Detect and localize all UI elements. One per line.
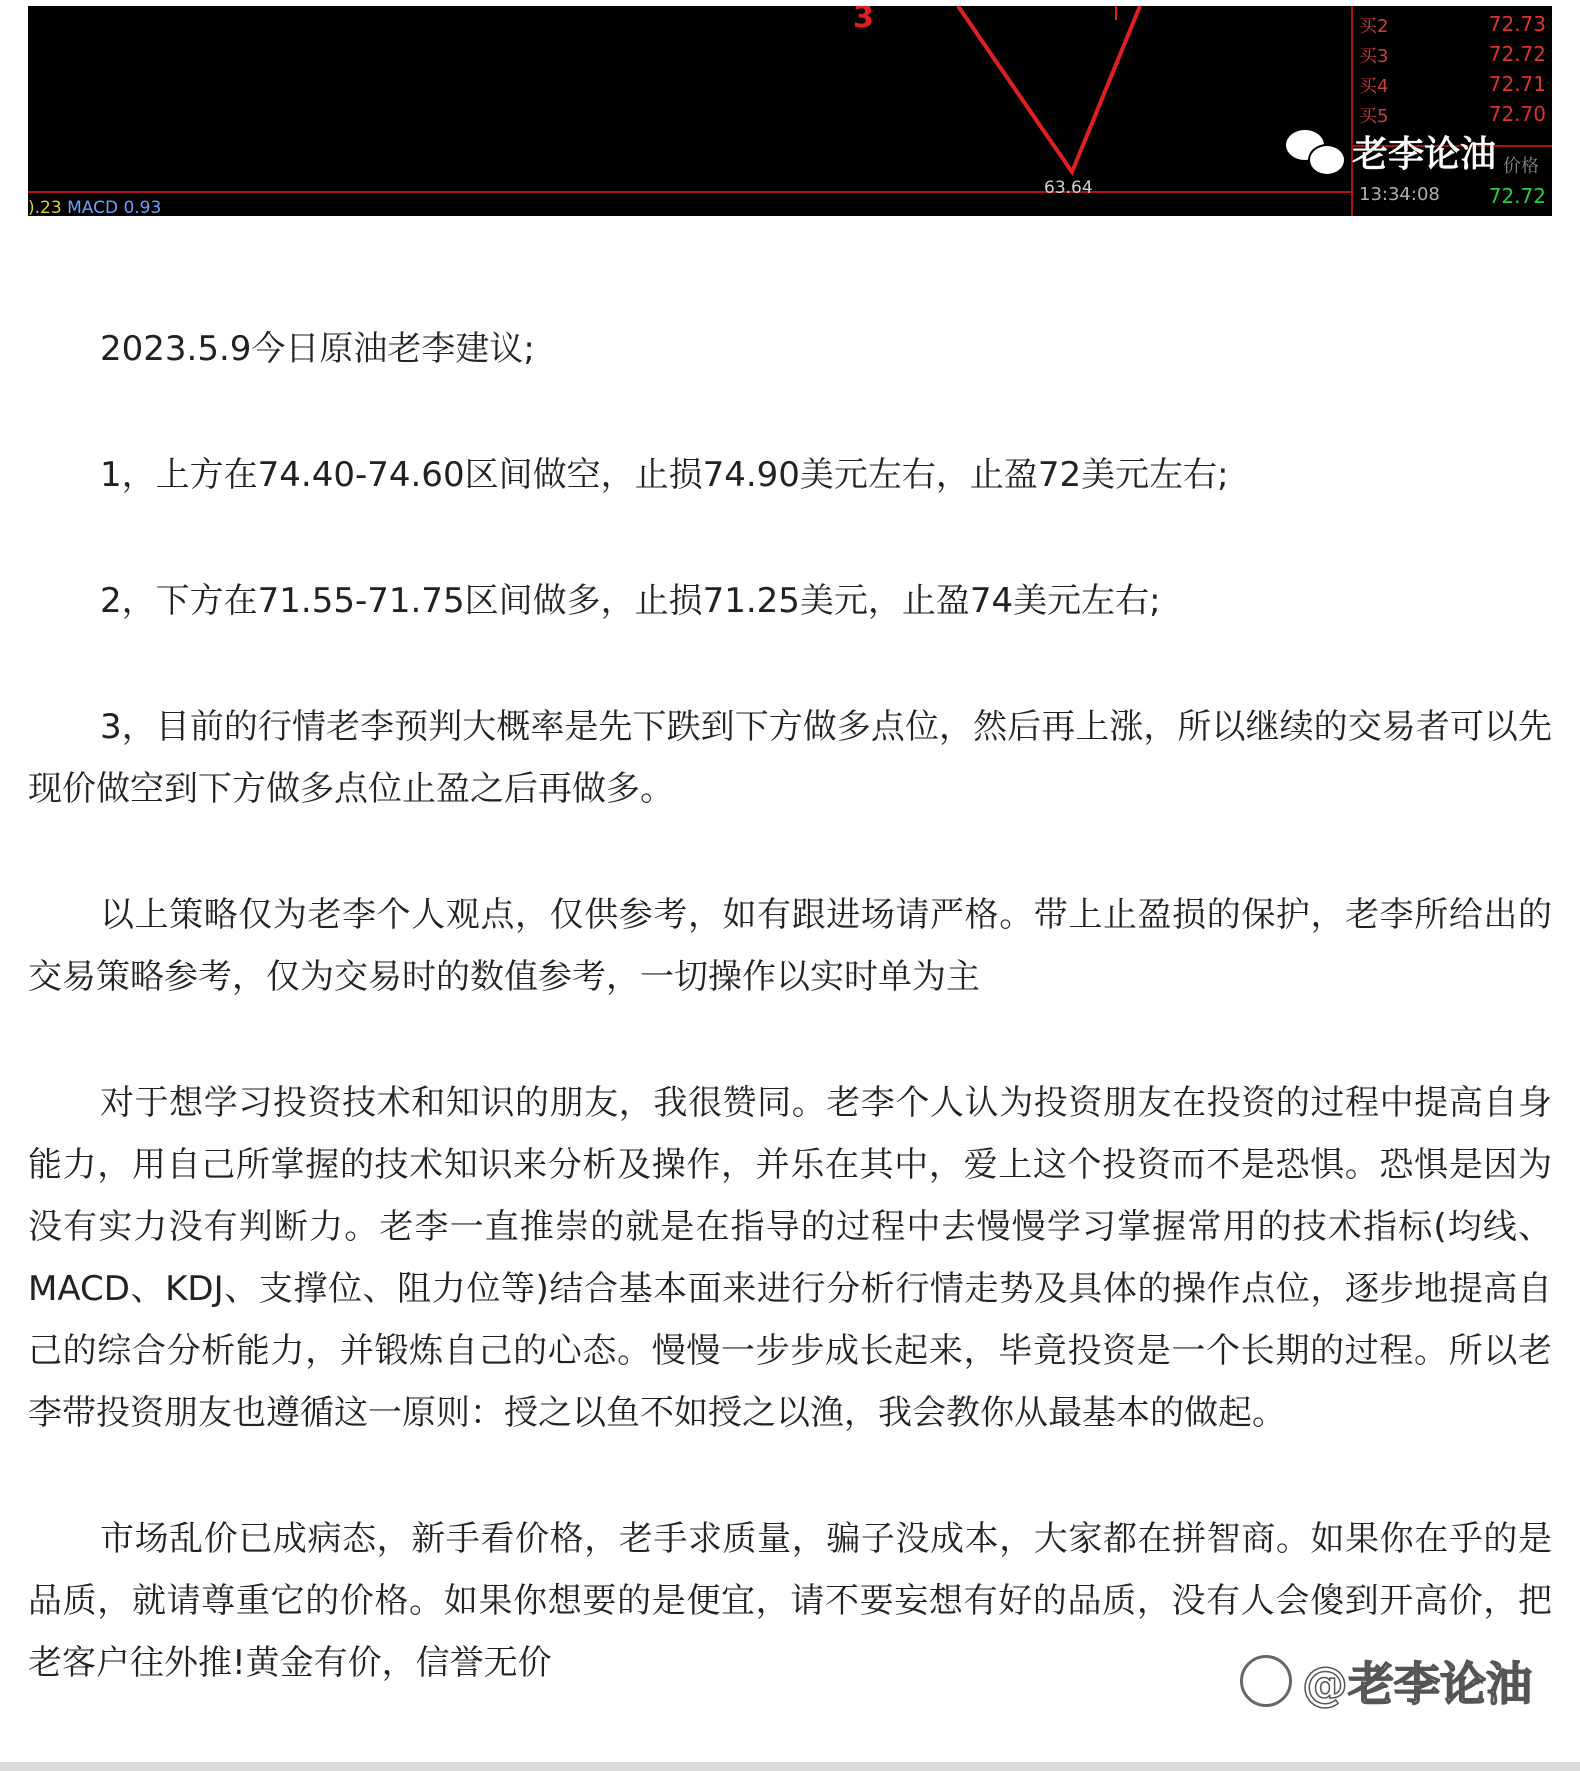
quote-value: 72.70 — [1488, 102, 1546, 126]
macd-value: MACD 0.93 — [67, 198, 162, 216]
article-body — [28, 318, 1552, 1758]
quote-label: 买2 — [1359, 16, 1389, 37]
price-line-svg — [28, 6, 1552, 216]
wechat-watermark-text: 老李论油 — [1352, 133, 1497, 175]
quote-value: 72.73 — [1488, 12, 1546, 36]
quote-row — [1353, 100, 1552, 128]
weibo-icon — [1240, 1655, 1292, 1707]
quote-row — [1353, 10, 1552, 38]
weibo-watermark — [1240, 1648, 1532, 1714]
article-paragraph-forecast: 3，目前的行情老李预判大概率是先下跌到下方做多点位，然后再上涨，所以继续的交易者可以先现价做空到下方做多点位止盈之后再做多。 — [28, 707, 1552, 809]
article-paragraph-short-plan: 1，上方在74.40-74.60区间做空，止损74.90美元左右，止盈72美元左右; — [100, 455, 1229, 495]
weibo-watermark-text: @老李论油 — [1302, 1657, 1532, 1711]
trade-price: 72.72 — [1488, 184, 1546, 208]
wave-marker-label: 3 — [853, 6, 874, 35]
article-paragraph-date: 2023.5.9今日原油老李建议; — [100, 329, 535, 369]
price-line — [958, 6, 1140, 172]
wechat-watermark — [1286, 126, 1496, 176]
quote-row — [1353, 40, 1552, 68]
trade-time: 13:34:08 — [1359, 184, 1440, 205]
quote-row — [1353, 70, 1552, 98]
article-paragraph-learning: 对于想学习投资技术和知识的朋友，我很赞同。老李个人认为投资朋友在投资的过程中提高自身能力，用自己所掌握的技术知识来分析及操作，并乐在其中，爱上这个投资而不是恐惧。恐惧是因为没有实力没有判断力。老李一直推崇的就是在指导的过程中去慢慢学习掌握常用的技术指标(均线、MACD、KDJ、支撑位、阻力位等)结合基本面来进行分析行情走势及具体的操作点位，逐步地提高自己的综合分析能力，并锻炼自己的心态。慢慢一步步成长起来，毕竟投资是一个长期的过程。所以老李带投资朋友也遵循这一原则：授之以鱼不如授之以渔，我会教你从最基本的做起。 — [28, 1083, 1552, 1433]
macd-prefix: ).23 — [28, 198, 62, 216]
macd-readout — [28, 198, 161, 216]
wechat-icon — [1286, 128, 1346, 174]
quote-label: 买3 — [1359, 46, 1389, 67]
last-trade-row — [1353, 182, 1552, 210]
quote-label: 买5 — [1359, 106, 1389, 127]
price-header-label: 价格 — [1503, 156, 1539, 177]
article-paragraph-long-plan: 2，下方在71.55-71.75区间做多，止损71.25美元，止盈74美元左右; — [100, 581, 1161, 621]
quote-panel — [1353, 6, 1552, 216]
article-paragraph-market: 市场乱价已成病态，新手看价格，老手求质量，骗子没成本，大家都在拼智商。如果你在乎的是品质，就请尊重它的价格。如果你想要的是便宜，请不要妄想有好的品质，没有人会傻到开高价，把老客户往外推!黄金有价，信誉无价 — [28, 1519, 1552, 1683]
chart-snippet — [28, 6, 1552, 216]
quote-value: 72.71 — [1488, 72, 1546, 96]
article-paragraph-disclaimer: 以上策略仅为老李个人观点，仅供参考，如有跟进场请严格。带上止盈损的保护，老李所给出的交易策略参考，仅为交易时的数值参考，一切操作以实时单为主 — [28, 895, 1552, 997]
quote-label: 买4 — [1359, 76, 1389, 97]
quote-value: 72.72 — [1488, 42, 1546, 66]
low-price-label: 63.64 — [1044, 178, 1093, 198]
page-bottom-border — [0, 1762, 1580, 1771]
